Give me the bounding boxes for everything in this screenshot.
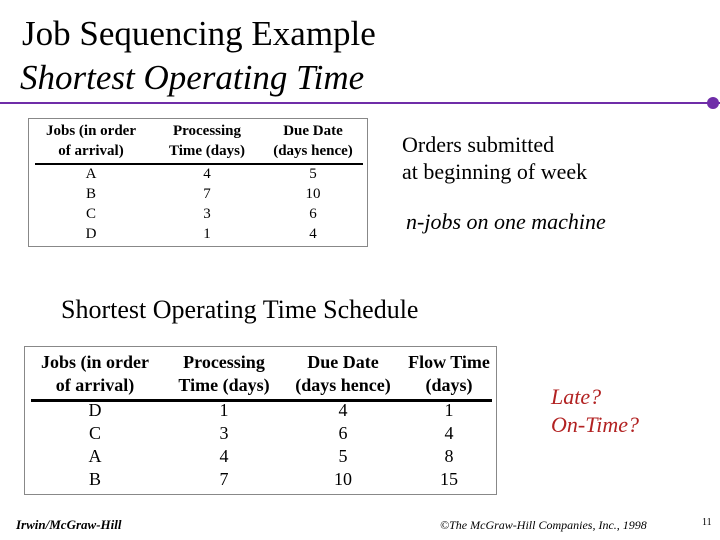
schedule-table-header-flow-time — [403, 351, 495, 397]
header-text: (days) — [425, 375, 473, 395]
note-beginning-of-week: at beginning of week — [402, 159, 588, 184]
header-text: Due Date — [307, 352, 379, 372]
table-cell: 5 — [338, 446, 348, 466]
header-text: Processing — [183, 352, 265, 372]
header-text: of arrival) — [58, 143, 124, 159]
table-cell: 7 — [203, 186, 211, 202]
header-text: Time (days) — [169, 143, 245, 159]
table-cell: D — [88, 400, 102, 420]
schedule-heading: Shortest Operating Time Schedule — [61, 295, 419, 324]
table-cell: C — [88, 423, 101, 443]
table-cell: 3 — [203, 206, 211, 222]
table-cell: 3 — [219, 423, 229, 443]
table-cell: 10 — [305, 186, 321, 202]
header-text: Time (days) — [178, 375, 270, 395]
schedule-table-header-due-date — [283, 351, 403, 397]
jobs-table-header-jobs — [29, 121, 153, 161]
table-cell: B — [85, 186, 96, 202]
footer-publisher: Irwin/McGraw-Hill — [16, 517, 122, 532]
on-time-question: On-Time? — [551, 412, 639, 437]
header-text: Jobs (in order — [41, 352, 149, 372]
slide-title-line1: Job Sequencing Example — [22, 14, 376, 53]
table-cell: 7 — [219, 469, 229, 489]
table-cell: C — [85, 206, 96, 222]
table-cell: 1 — [219, 400, 229, 420]
late-question: Late? — [551, 384, 602, 409]
table-cell: 1 — [444, 400, 454, 420]
header-text: (days hence) — [295, 375, 391, 395]
footer-copyright: ©The McGraw-Hill Companies, Inc., 1998 — [440, 518, 647, 532]
table-cell: 1 — [203, 226, 211, 242]
table-cell: 4 — [444, 423, 454, 443]
title-divider-dot — [707, 97, 719, 109]
table-cell: B — [88, 469, 101, 489]
table-cell: A — [88, 446, 102, 466]
slide-title-line2: Shortest Operating Time — [20, 58, 365, 97]
header-text: Processing — [172, 123, 242, 139]
title-divider — [0, 102, 720, 104]
table-cell: D — [85, 226, 97, 242]
table-cell: 4 — [338, 400, 348, 420]
table-cell: 8 — [444, 446, 454, 466]
jobs-table — [28, 118, 368, 247]
table-cell: 5 — [309, 166, 317, 182]
header-text: (days hence) — [273, 143, 353, 159]
table-cell: 10 — [334, 469, 352, 489]
table-cell: 15 — [440, 469, 458, 489]
table-cell: 4 — [203, 166, 211, 182]
header-text: Jobs (in order — [46, 123, 136, 139]
schedule-table — [24, 346, 497, 495]
table-cell: 6 — [338, 423, 348, 443]
header-text: of arrival) — [55, 375, 135, 395]
table-cell: 4 — [309, 226, 317, 242]
table-cell: A — [85, 166, 97, 182]
note-n-jobs: n-jobs on one machine — [406, 209, 606, 234]
table-cell: 4 — [219, 446, 229, 466]
schedule-table-header-jobs — [25, 351, 165, 397]
schedule-table-header-processing — [168, 351, 280, 397]
jobs-table-header-processing — [157, 121, 257, 161]
page-number: 11 — [702, 517, 712, 528]
note-orders-submitted: Orders submitted — [402, 132, 555, 157]
header-text: Due Date — [283, 123, 343, 139]
jobs-table-header-due-date — [263, 121, 363, 161]
table-cell: 6 — [309, 206, 317, 222]
header-text: Flow Time — [408, 352, 490, 372]
